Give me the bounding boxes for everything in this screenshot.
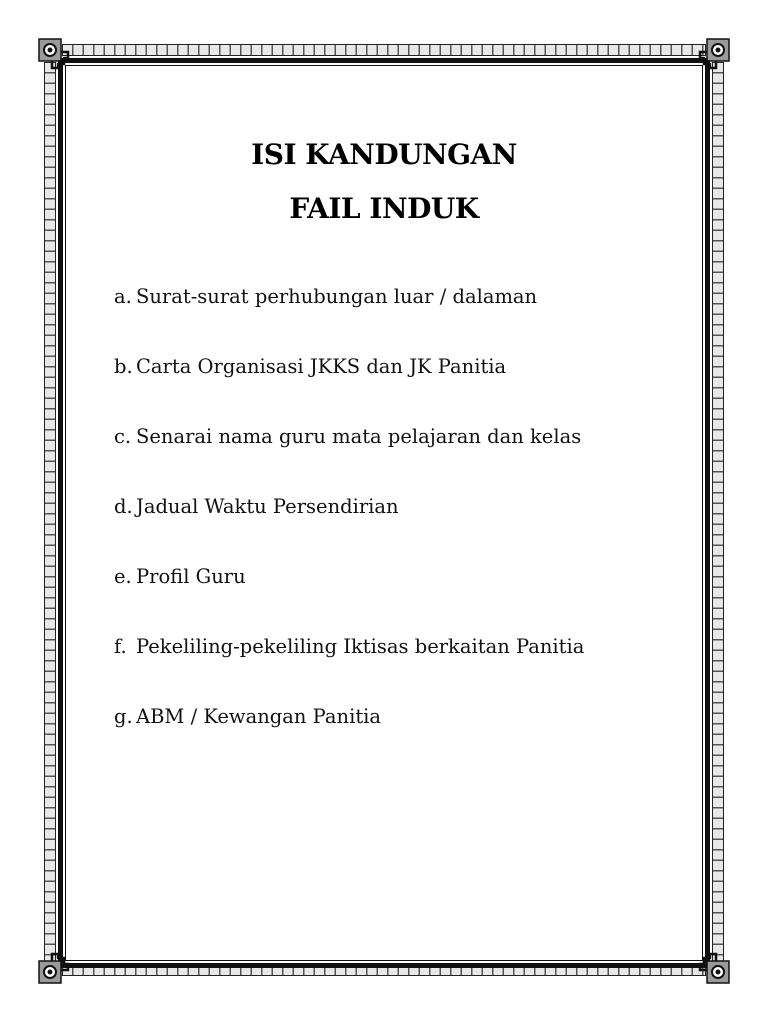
- list-item-text: Profil Guru: [136, 565, 246, 588]
- corner-ornament-bottom-left-icon: [38, 950, 72, 984]
- list-item-marker: g.: [114, 705, 133, 728]
- list-item-marker: c.: [114, 425, 132, 448]
- corner-ornament-bottom-right-icon: [696, 950, 730, 984]
- corner-ornament-top-left-icon: [38, 38, 72, 72]
- page-title-line-2: FAIL INDUK: [289, 192, 479, 225]
- list-item: [114, 632, 584, 702]
- list-item: [114, 492, 584, 562]
- page-title-line-1: ISI KANDUNGAN: [251, 138, 517, 171]
- list-item-marker: b.: [114, 355, 133, 378]
- list-item-marker: e.: [114, 565, 132, 588]
- border-top-strip: [62, 44, 706, 56]
- list-item-text: Surat-surat perhubungan luar / dalaman: [136, 285, 538, 308]
- list-item-marker: a.: [114, 285, 132, 308]
- list-item-text: Jadual Waktu Persendirian: [136, 495, 399, 518]
- list-item: [114, 702, 584, 772]
- list-item: [114, 352, 584, 422]
- list-item-marker: f.: [114, 635, 127, 658]
- list-item-text: Senarai nama guru mata pelajaran dan kelas: [136, 425, 582, 448]
- contents-list: [114, 282, 584, 772]
- list-item: [114, 562, 584, 632]
- list-item-marker: d.: [114, 495, 133, 518]
- corner-ornament-top-right-icon: [696, 38, 730, 72]
- list-item-text: Pekeliling-pekeliling Iktisas berkaitan Panitia: [136, 635, 585, 658]
- list-item: [114, 422, 584, 492]
- list-item: [114, 282, 584, 352]
- list-item-text: Carta Organisasi JKKS dan JK Panitia: [136, 355, 507, 378]
- list-item-text: ABM / Kewangan Panitia: [136, 705, 382, 728]
